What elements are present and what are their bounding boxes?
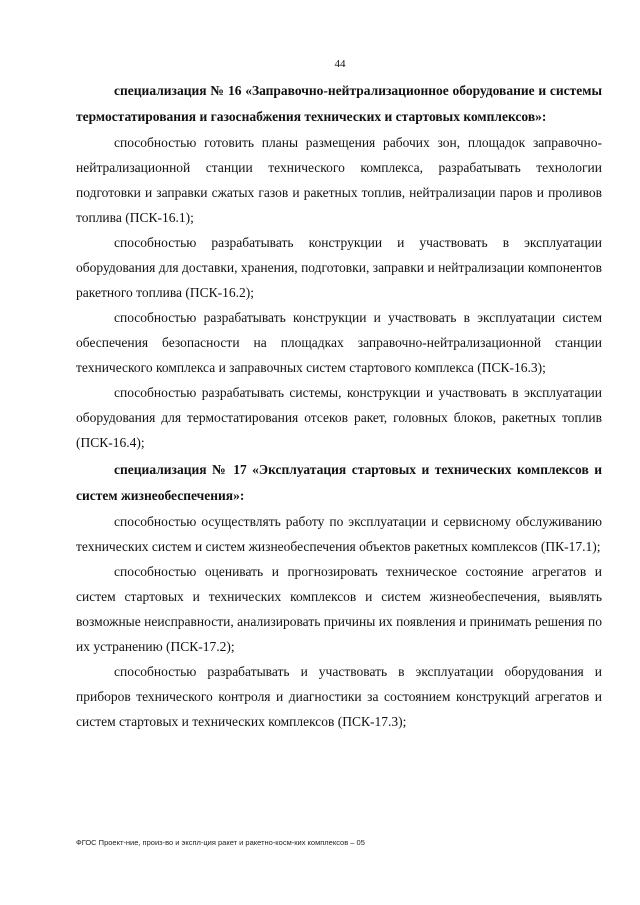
competency-psk-17-2: способностью оценивать и прогнозировать техническое состояние агрегатов и систем стартовых и технических комплексов и систем жизнеобеспечения, выявлять возможные неисправности, анализировать причины их появления и принимать решения по их устранению (ПСК-17.2);	[76, 564, 602, 654]
competency-psk-16-4: способностью разрабатывать системы, конструкции и участвовать в эксплуатации оборудования для термостатирования отсеков ракет, головных блоков, ракетных топлив (ПСК-16.4);	[76, 385, 602, 450]
competency-psk-16-2: способностью разрабатывать конструкции и участвовать в эксплуатации оборудования для доставки, хранения, подготовки, заправки и нейтрализации компонентов ракетного топлива (ПСК-16.2);	[76, 235, 602, 300]
document-body	[76, 78, 602, 734]
specialization-17-heading: специализация № 17 «Эксплуатация стартовых и технических комплексов и систем жизнеобеспечения»:	[76, 462, 602, 503]
page-number: 44	[334, 58, 346, 70]
competency-psk-16-1: способностью готовить планы размещения рабочих зон, площадок заправочно-нейтрализационной станции технического комплекса, разрабатывать технологии подготовки и заправки сжатых газов и ракетных топлив, нейтрализации паров и проливов топлива (ПСК-16.1);	[76, 135, 602, 225]
competency-psk-16-3: способностью разрабатывать конструкции и участвовать в эксплуатации систем обеспечения безопасности на площадках заправочно-нейтрализационной станции технического комплекса и заправочных систем стартового комплекса (ПСК-16.3);	[76, 310, 602, 375]
page-footer: ФГОС Проект-ние, произ-во и экспл-ция ракет и ракетно-косм-ких комплексов – 05	[76, 838, 365, 847]
competency-pk-17-1: способностью осуществлять работу по эксплуатации и сервисному обслуживанию технических систем и систем жизнеобеспечения объектов ракетных комплексов (ПК-17.1);	[76, 514, 602, 554]
competency-psk-17-3: способностью разрабатывать и участвовать в эксплуатации оборудования и приборов технического контроля и диагностики за состоянием конструкций агрегатов и систем стартовых и технических комплексов (ПСК-17.3);	[76, 664, 602, 729]
specialization-16-heading: специализация № 16 «Заправочно-нейтрализационное оборудование и системы термостатирования и газоснабжения технических и стартовых комплексов»:	[76, 83, 602, 124]
